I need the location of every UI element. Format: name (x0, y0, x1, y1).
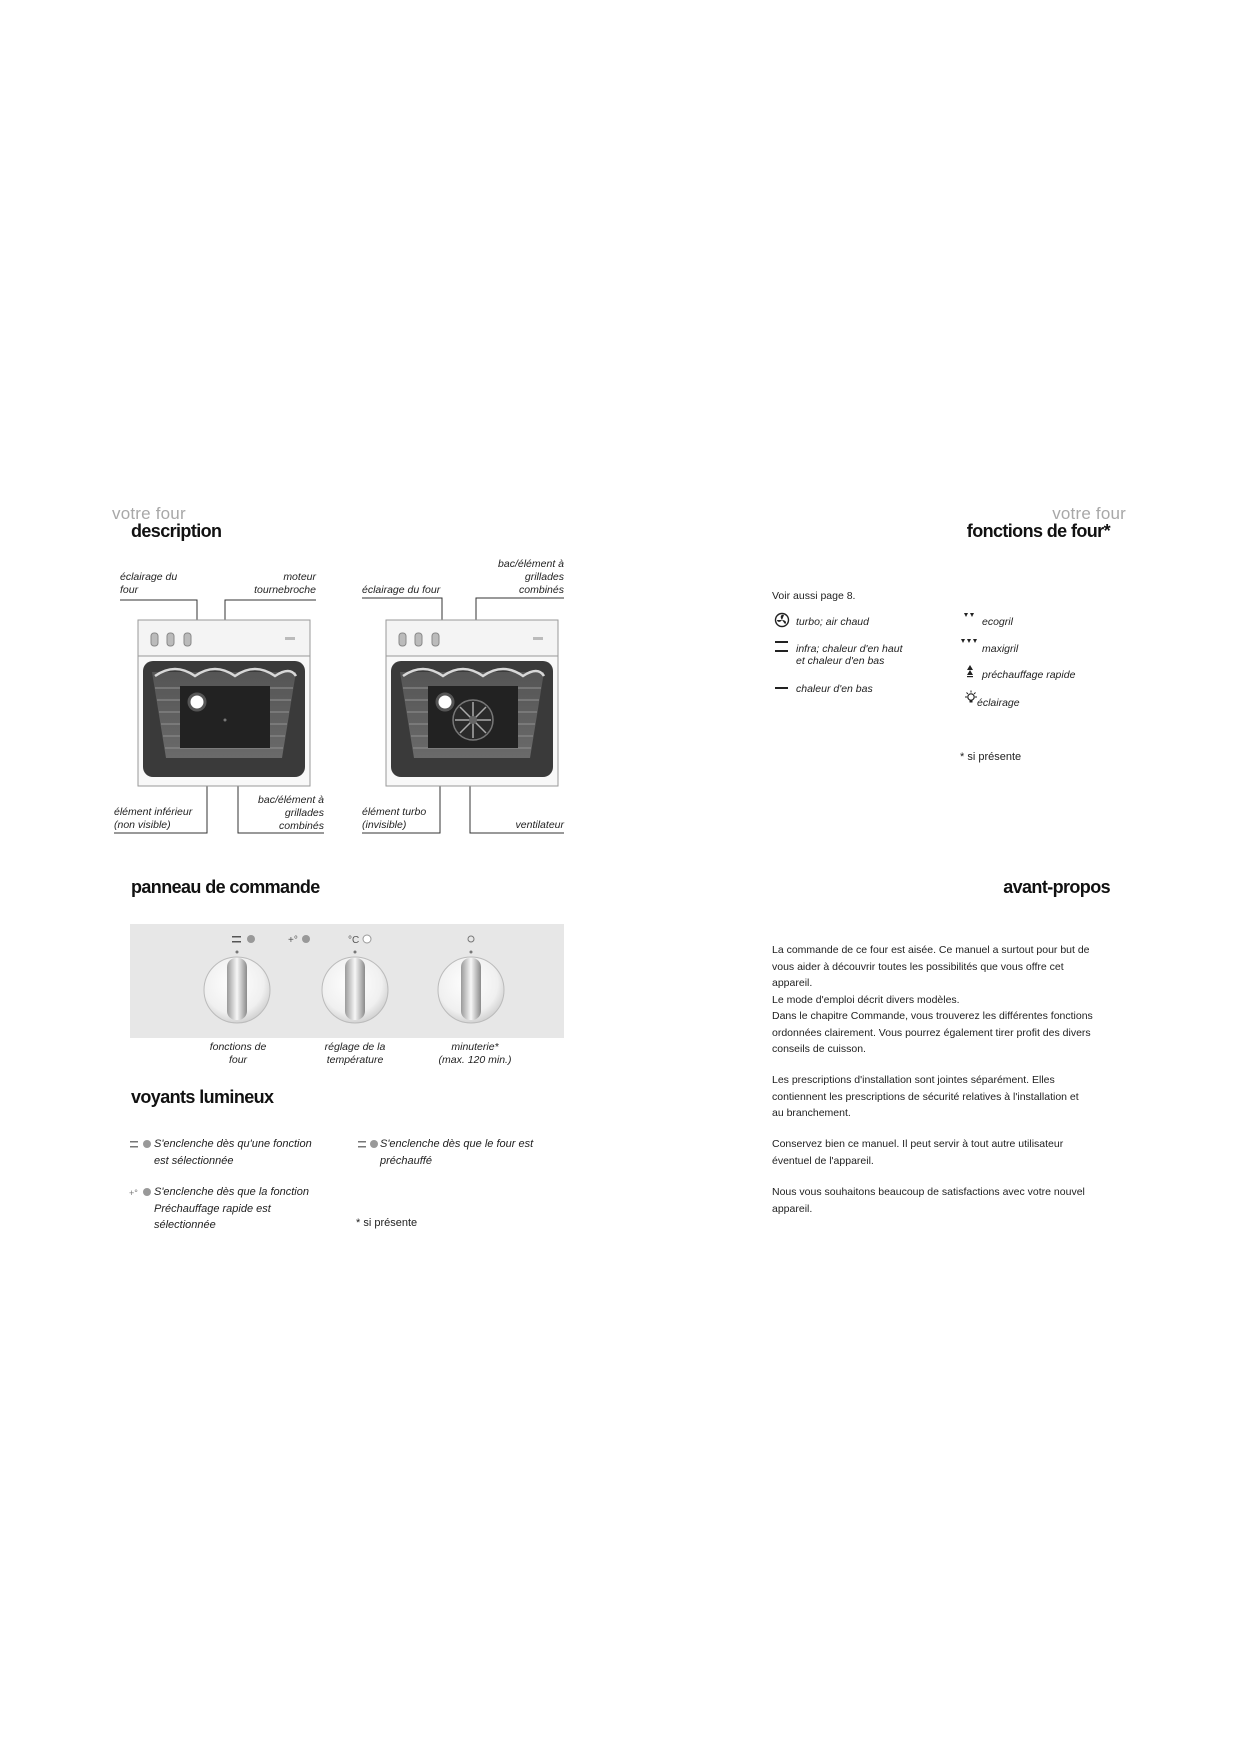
right-header-sub: votre four (1052, 504, 1126, 523)
description-heading: description (131, 521, 222, 541)
oven1-tray-label: bac/élément à grillades combinés (258, 794, 324, 832)
oven2-turbo-label: élément turbo (invisible) (362, 806, 427, 831)
function-knob-label: fonctions de four (209, 1041, 267, 1066)
see-also-text: Voir aussi page 8. (772, 590, 856, 602)
oven2-fan-label: ventilateur (515, 819, 564, 831)
svg-text:+°: +° (129, 1188, 138, 1198)
svg-text:+°: +° (288, 935, 298, 946)
bottom-heat-icon (774, 684, 790, 692)
temperature-knob-label: réglage de la température (324, 1041, 386, 1066)
timer-knob-label: minuterie* (max. 120 min.) (438, 1041, 512, 1066)
ecogril-icon (962, 611, 978, 621)
oven2-illustration (386, 620, 558, 786)
left-header-sub: votre four (112, 504, 186, 523)
foreword-paragraph-1: La commande de ce four est aisée. Ce manuel a surtout pour but de vous aider à découvrir toutes les possibilités que vous offre cet appareil. Le mode d'emploi décrit divers modèles. Dans le chapitre Commande, vous trouverez les différentes fonctions ordonnées clairement. Vous pourrez également tirer profit des divers conseils de cuisson. (772, 944, 1093, 1055)
foreword-paragraph-3: Conservez bien ce manuel. Il peut servir à tout autre utilisateur éventuel de l'appareil. (772, 1138, 1064, 1167)
function-turbo: turbo; air chaud (796, 616, 869, 628)
oven1-light-label: éclairage du four (120, 571, 178, 596)
oven2-tray-label: bac/élément à grillades combinés (498, 558, 564, 596)
function-ecogril: ecogril (982, 616, 1013, 628)
fast-preheat-icon (964, 664, 976, 678)
indicator-item-function: S'enclenche dès qu'une fonction est sélectionnée (154, 1138, 312, 1167)
oven1-motor-label: moteur tournebroche (254, 571, 316, 596)
indicator-item-fast-preheat: S'enclenche dès que la fonction Préchauffage rapide est sélectionnée (154, 1186, 309, 1231)
indicator-item-preheated: S'enclenche dès que le four est préchauffé (380, 1138, 534, 1167)
function-light: éclairage (977, 697, 1020, 709)
indicator-lights-heading: voyants lumineux (131, 1087, 274, 1107)
svg-text:°C: °C (348, 935, 360, 946)
foreword-heading: avant-propos (1003, 877, 1110, 897)
control-panel (130, 924, 564, 1038)
function-bottom-heat: chaleur d'en bas (796, 683, 873, 695)
oven2-light-label: éclairage du four (362, 584, 441, 596)
function-maxigril: maxigril (982, 643, 1019, 655)
oven1-illustration (138, 620, 310, 786)
light-bulb-icon (964, 690, 978, 704)
oven-functions-heading: fonctions de four* (966, 521, 1110, 541)
function-fast-preheat: préchauffage rapide (982, 669, 1076, 681)
functions-footnote: * si présente (960, 751, 1022, 763)
top-bottom-heat-icon (774, 640, 790, 654)
foreword-paragraph-4: Nous vous souhaitons beaucoup de satisfactions avec votre nouvel appareil. (772, 1186, 1085, 1215)
oven1-bottom-element-label: élément inférieur (non visible) (114, 806, 193, 831)
fan-icon (774, 612, 790, 628)
maxigril-icon (960, 637, 980, 647)
control-panel-heading: panneau de commande (131, 877, 320, 897)
foreword-paragraph-2: Les prescriptions d'installation sont jointes séparément. Elles contiennent les prescriptions de sécurité relatives à l'installation et au branchement. (772, 1074, 1079, 1119)
function-infra: infra; chaleur d'en haut et chaleur d'en bas (796, 643, 903, 667)
indicator-footnote: * si présente (356, 1217, 418, 1229)
